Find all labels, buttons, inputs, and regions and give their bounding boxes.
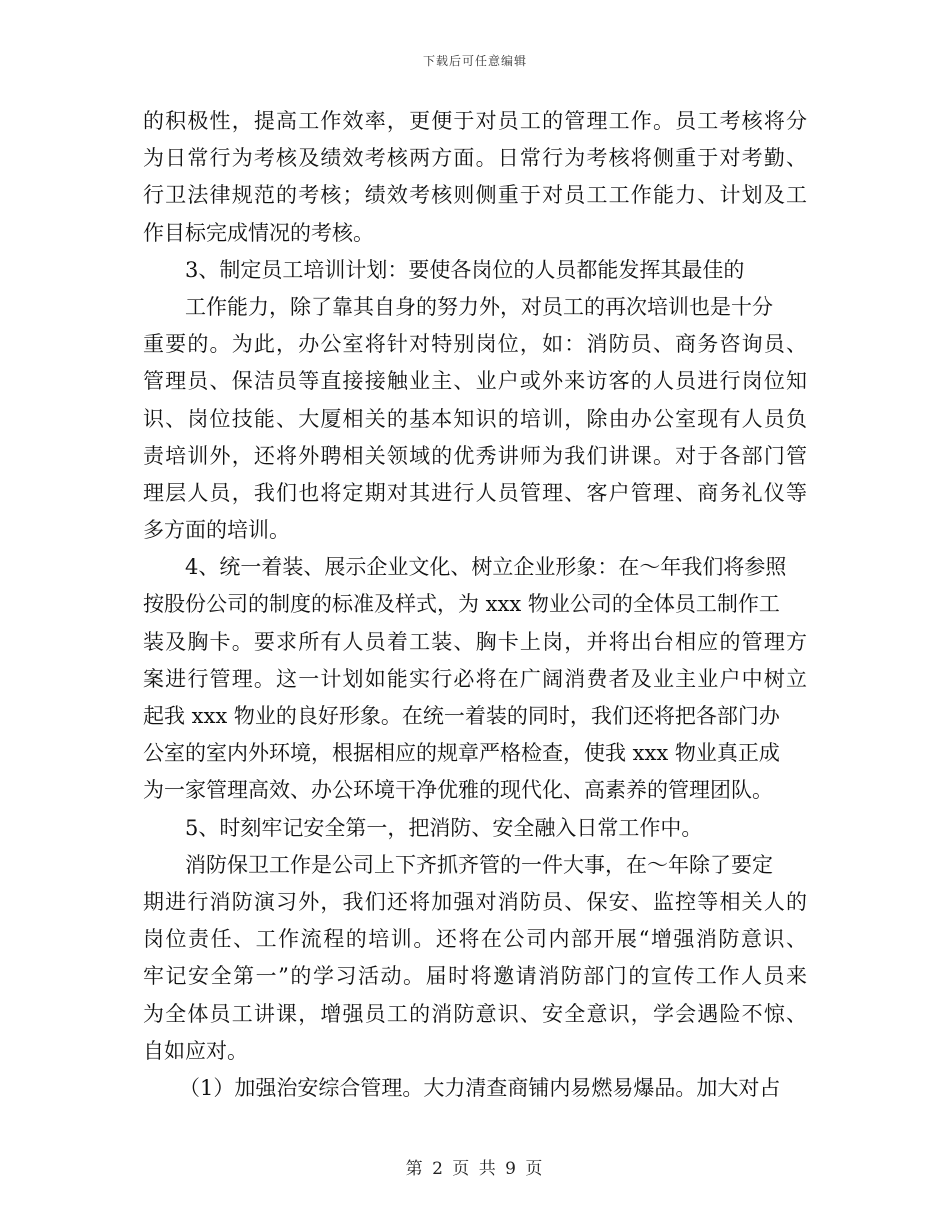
text-line: 重要的。为此，办公室将针对特别岗位，如：消防员、商务咨询员、 — [143, 332, 807, 357]
section-heading-3: 3、制定员工培训计划：要使各岗位的人员都能发挥其最佳的 — [185, 257, 745, 282]
text-line: 消防保卫工作是公司上下齐抓齐管的一件大事，在～年除了要定 — [185, 852, 773, 877]
list-item-1: （1）加强治安综合管理。大力清查商铺内易燃易爆品。加大对占 — [179, 1075, 781, 1100]
text-line: 责培训外，还将外聘相关领域的优秀讲师为我们讲课。对于各部门管 — [143, 443, 807, 468]
text-line: 作目标完成情况的考核。 — [143, 220, 374, 245]
section-heading-5: 5、时刻牢记安全第一，把消防、安全融入日常工作中。 — [185, 815, 703, 840]
document-body — [143, 103, 807, 1107]
text-line: 起我 xxx 物业的良好形象。在统一着装的同时，我们还将把各部门办 — [143, 704, 780, 728]
text-line: 行卫法律规范的考核；绩效考核则侧重于对员工工作能力、计划及工 — [143, 183, 807, 208]
text-line: 为一家管理高效、办公环境干净优雅的现代化、高素养的管理团队。 — [143, 778, 773, 803]
text-line: 理层人员，我们也将定期对其进行人员管理、客户管理、商务礼仪等 — [143, 480, 807, 505]
text-line: 期进行消防演习外，我们还将加强对消防员、保安、监控等相关人的 — [143, 889, 807, 914]
text-line: 案进行管理。这一计划如能实行必将在广阔消费者及业主业户中树立 — [143, 666, 807, 691]
text-line: 识、岗位技能、大厦相关的基本知识的培训，除由办公室现有人员负 — [143, 406, 807, 431]
page-footer: 第 2 页 共 9 页 — [405, 1159, 545, 1179]
text-line: 管理员、保洁员等直接接触业主、业户或外来访客的人员进行岗位知 — [143, 369, 807, 394]
text-line: 为全体员工讲课，增强员工的消防意识、安全意识，学会遇险不惊、 — [143, 1001, 807, 1026]
text-line: 多方面的培训。 — [143, 518, 290, 543]
text-line: 工作能力，除了靠其自身的努力外，对员工的再次培训也是十分 — [185, 294, 773, 319]
text-line: 按股份公司的制度的标准及样式，为 xxx 物业公司的全体员工制作工 — [143, 592, 780, 617]
text-line: 公室的室内外环境，根据相应的规章严格检查，使我 xxx 物业真正成 — [143, 741, 780, 766]
page-header: 下载后可任意编辑 — [422, 54, 527, 68]
section-heading-4: 4、统一着装、展示企业文化、树立企业形象：在～年我们将参照 — [185, 555, 787, 580]
text-line: 自如应对。 — [143, 1038, 248, 1063]
text-line: 为日常行为考核及绩效考核两方面。日常行为考核将侧重于对考勤、 — [143, 146, 807, 171]
text-line: 的积极性，提高工作效率，更便于对员工的管理工作。员工考核将分 — [143, 109, 807, 133]
text-line: 岗位责任、工作流程的培训。还将在公司内部开展“增强消防意识、 — [143, 927, 807, 952]
text-line: 牢记安全第一”的学习活动。届时将邀请消防部门的宣传工作人员来 — [143, 964, 807, 989]
text-line: 装及胸卡。要求所有人员着工装、胸卡上岗，并将出台相应的管理方 — [143, 629, 807, 654]
